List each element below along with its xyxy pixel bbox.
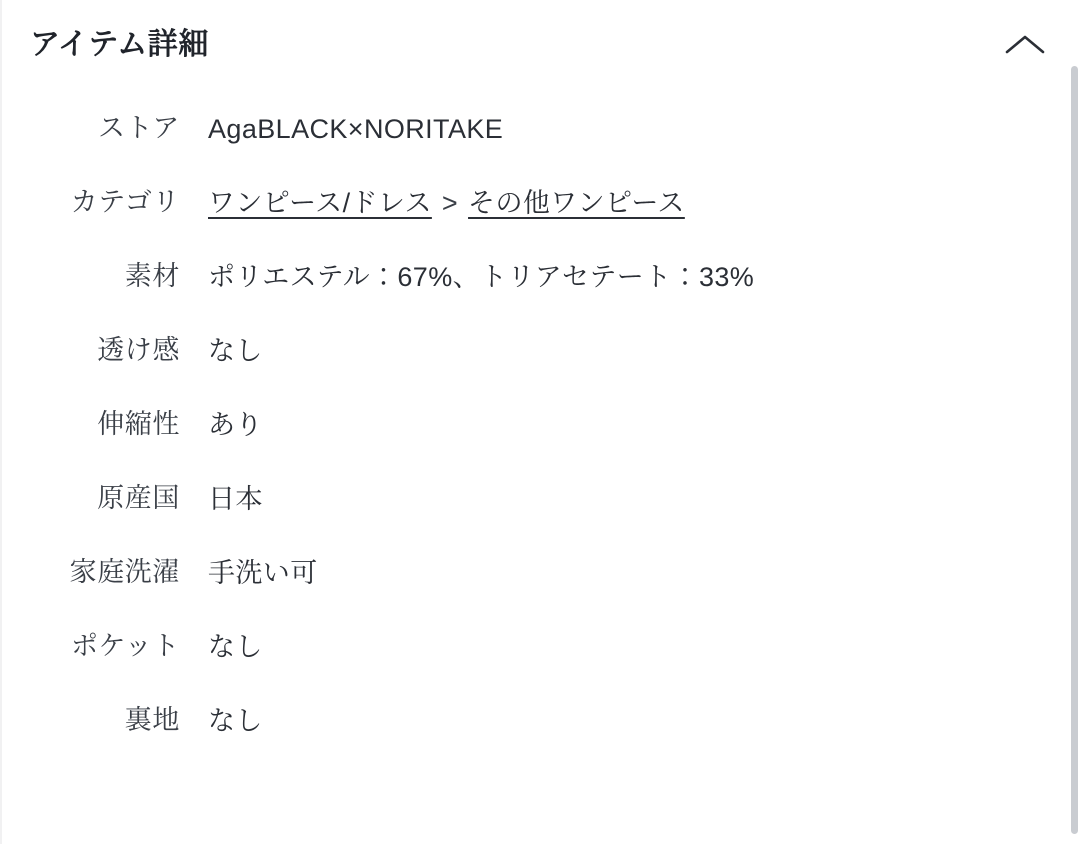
spec-label: 伸縮性: [97, 409, 180, 439]
spec-value-sheerness: なし: [208, 336, 263, 366]
spec-label: 家庭洗濯: [69, 557, 180, 587]
spec-value-material: ポリエステル：67%、トリアセテート：33%: [208, 262, 755, 292]
table-row: [0, 186, 1052, 260]
table-row: [0, 260, 1052, 334]
scrollbar-thumb[interactable]: [1071, 66, 1078, 834]
item-spec-table: [0, 112, 1080, 778]
category-link-parent[interactable]: ワンピース/ドレス: [208, 188, 432, 218]
table-row: [0, 334, 1052, 408]
collapse-section-button[interactable]: [998, 18, 1052, 72]
table-row: [0, 556, 1052, 630]
panel-left-edge: [0, 0, 2, 844]
table-row: [0, 482, 1052, 556]
spec-label: 原産国: [97, 483, 180, 513]
chevron-up-icon: [1004, 32, 1046, 58]
spec-value-category: [208, 186, 1052, 221]
spec-value-lining: なし: [208, 706, 263, 736]
table-row: [0, 408, 1052, 482]
spec-label: 裏地: [124, 705, 180, 735]
spec-value-stretch: あり: [208, 410, 263, 440]
spec-value-pocket: なし: [208, 632, 263, 662]
vertical-scrollbar[interactable]: [1071, 0, 1078, 844]
spec-label: 透け感: [97, 335, 180, 365]
table-row: [0, 630, 1052, 704]
spec-label: 素材: [124, 261, 180, 291]
spec-value-store: AgaBLACK×NORITAKE: [208, 114, 504, 144]
table-row: [0, 704, 1052, 778]
item-detail-header: [0, 0, 1080, 78]
spec-label: ポケット: [70, 631, 180, 661]
spec-label: ストア: [98, 113, 180, 143]
spec-value-origin: 日本: [208, 484, 263, 514]
spec-label: カテゴリ: [70, 187, 180, 217]
category-link-child[interactable]: その他ワンピース: [468, 188, 685, 218]
spec-value-washing: 手洗い可: [208, 558, 318, 588]
breadcrumb-separator: >: [441, 188, 459, 218]
page-title: アイテム詳細: [30, 28, 209, 61]
table-row: [0, 112, 1052, 186]
